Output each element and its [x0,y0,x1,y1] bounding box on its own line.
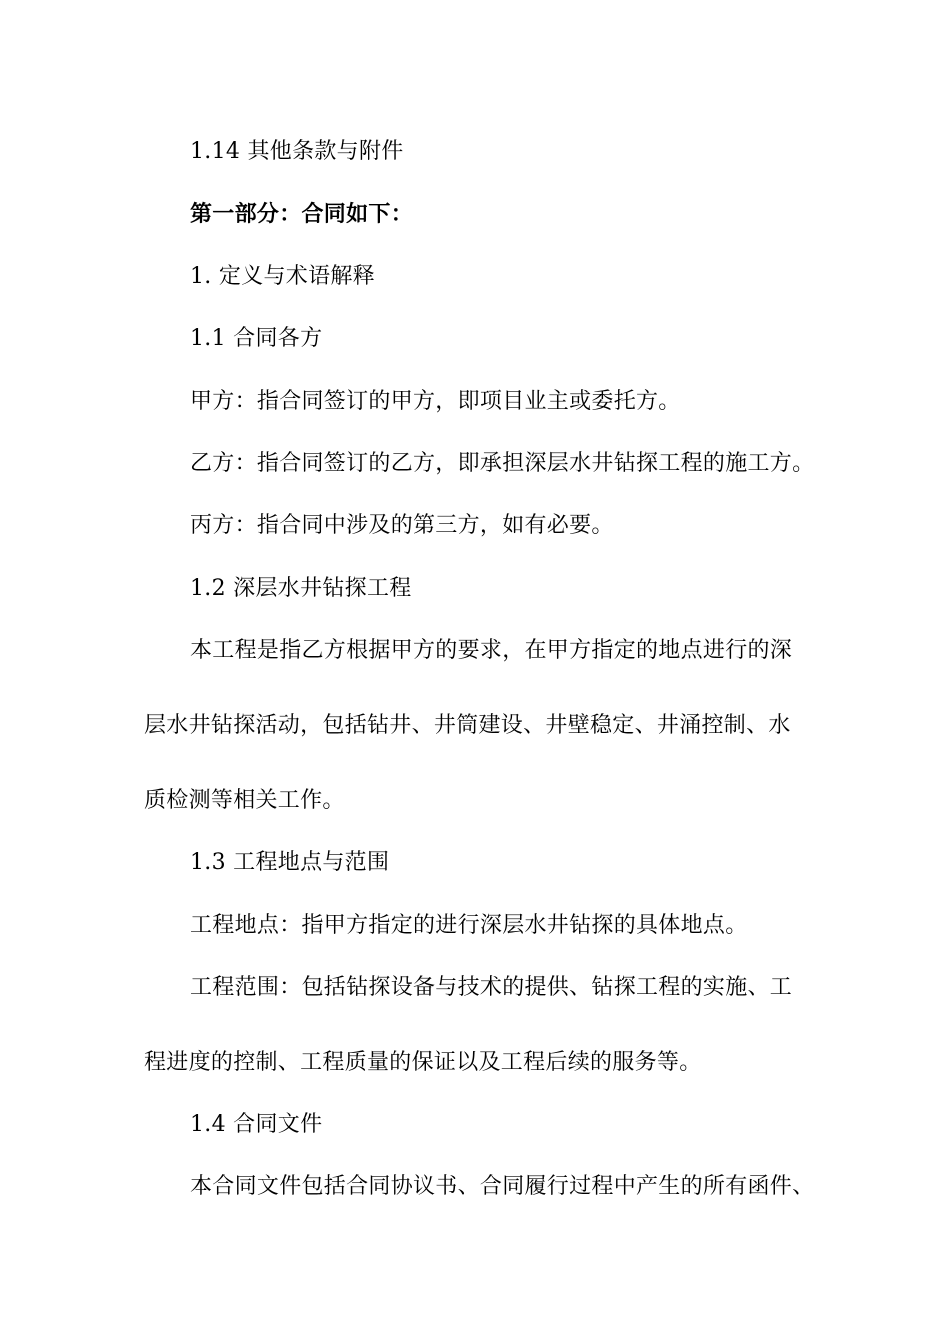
clause-1-4-heading: 1.4 合同文件 [190,1112,323,1137]
project-definition-line-2: 层水井钻探活动，包括钻井、井筒建设、井壁稳定、井涌控制、水 [144,713,791,738]
section-1-heading: 1. 定义与术语解释 [190,264,375,289]
project-definition-line-3: 质检测等相关工作。 [144,788,345,813]
scope-definition-line-1: 工程范围：包括钻探设备与技术的提供、钻探工程的实施、工 [190,975,793,1000]
site-definition: 工程地点：指甲方指定的进行深层水井钻探的具体地点。 [190,913,748,938]
part-one-heading: 第一部分：合同如下： [190,202,414,227]
clause-1-2-heading: 1.2 深层水井钻探工程 [190,576,412,601]
project-definition-line-1: 本工程是指乙方根据甲方的要求，在甲方指定的地点进行的深 [190,638,793,663]
clause-1-14-heading: 1.14 其他条款与附件 [190,139,404,164]
party-c-definition: 丙方：指合同中涉及的第三方，如有必要。 [190,513,614,538]
party-a-definition: 甲方：指合同签订的甲方，即项目业主或委托方。 [190,389,681,414]
scope-definition-line-2: 程进度的控制、工程质量的保证以及工程后续的服务等。 [144,1050,702,1075]
party-b-definition: 乙方：指合同签订的乙方，即承担深层水井钻探工程的施工方。 [190,451,815,476]
contract-documents-line-1: 本合同文件包括合同协议书、合同履行过程中产生的所有函件、 [190,1174,815,1199]
clause-1-3-heading: 1.3 工程地点与范围 [190,850,390,875]
clause-1-1-heading: 1.1 合同各方 [190,326,323,351]
